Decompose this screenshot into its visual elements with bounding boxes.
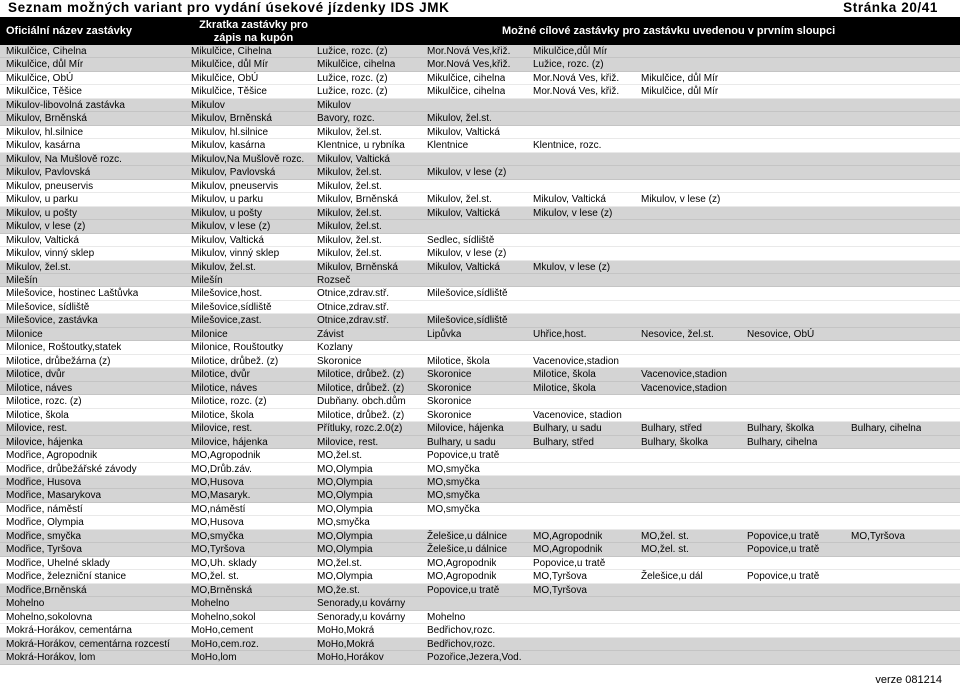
stop-name-cell: Mikulov, vinný sklep	[6, 248, 95, 260]
target-stop-cell: Popovice,u tratě	[533, 557, 606, 569]
target-stop-cell: Mikulov, žel.st.	[317, 234, 382, 246]
target-stop-cell: Mkulov, v lese (z)	[533, 261, 611, 273]
stop-abbrev-cell: Mikulov,Na Mušlově rozc.	[191, 153, 305, 165]
table-row	[0, 287, 960, 300]
stop-abbrev-cell: Milovice, hájenka	[191, 436, 268, 448]
target-stop-cell: Klentnice, u rybníka	[317, 140, 405, 152]
target-stop-cell: Mikulov, žel.st.	[427, 113, 492, 125]
table-row	[0, 382, 960, 395]
stop-name-cell: Milešovice, sídliště	[6, 301, 90, 313]
stop-name-cell: Mikulov, hl.silnice	[6, 126, 84, 138]
target-stop-cell: Nesovice, žel.st.	[641, 328, 714, 340]
version-footer: verze 081214	[875, 674, 942, 686]
header-target-stops: Možné cílové zastávky pro zastávku uvedenou v prvním sloupci	[502, 25, 836, 37]
stop-name-cell: Milotice, škola	[6, 409, 69, 421]
stop-abbrev-cell: MO,žel. st.	[191, 571, 239, 583]
target-stop-cell: Uhřice,host.	[533, 328, 587, 340]
stop-name-cell: Milešín	[6, 274, 38, 286]
target-stop-cell: MO,že.st.	[317, 584, 360, 596]
stop-abbrev-cell: MO,Husova	[191, 477, 244, 488]
target-stop-cell: MO,Olympia	[317, 571, 373, 583]
stop-abbrev-cell: Milešovice,zast.	[191, 315, 262, 327]
target-stop-cell: Senorady,u kovárny	[317, 611, 406, 623]
stop-name-cell: Milonice, Roštoutky,statek	[6, 342, 122, 354]
stop-name-cell: Mikulov-libovolná zastávka	[6, 99, 125, 111]
stop-abbrev-cell: Milešín	[191, 274, 223, 286]
target-stop-cell: MO,Olympia	[317, 463, 373, 475]
stop-abbrev-cell: Mikulčice, Těšice	[191, 86, 267, 98]
target-stop-cell: Otnice,zdrav.stř.	[317, 315, 390, 327]
stop-abbrev-cell: MO,Agropodnik	[191, 450, 261, 462]
stop-name-cell: Modřice,Brněnská	[6, 584, 87, 596]
stop-abbrev-cell: MO,smyčka	[191, 530, 244, 542]
stop-abbrev-cell: Mikulov, kasárna	[191, 140, 266, 152]
stop-name-cell: Mohelno	[6, 598, 45, 610]
stop-abbrev-cell: MO,Husova	[191, 517, 244, 529]
target-stop-cell: Dubňany. obch.dům	[317, 396, 406, 408]
target-stop-cell: Mikulov, žel.st.	[317, 248, 382, 260]
table-row	[0, 207, 960, 220]
stop-abbrev-cell: Mikulov, Pavlovská	[191, 167, 276, 179]
stop-abbrev-cell: Milešovice,sídliště	[191, 301, 272, 313]
target-stop-cell: Senorady,u kovárny	[317, 598, 406, 610]
target-stop-cell: MO,žel. st.	[641, 544, 689, 556]
target-stop-cell: Milovice, rest.	[317, 436, 379, 448]
target-stop-cell: Bulhary, střed	[533, 436, 594, 448]
table-header	[0, 17, 960, 45]
target-stop-cell: Skoronice	[317, 355, 362, 367]
stop-name-cell: Milotice, náves	[6, 382, 73, 394]
target-stop-cell: Bulhary, cihelna	[851, 423, 922, 435]
target-stop-cell: MO,žel.st.	[317, 557, 363, 569]
target-stop-cell: Milešovice,sídliště	[427, 315, 508, 327]
stop-abbrev-cell: Milešovice,host.	[191, 288, 263, 300]
target-stop-cell: MO,Olympia	[317, 503, 373, 515]
stop-name-cell: Mikulčice, ObÚ	[6, 72, 74, 84]
target-stop-cell: MO,smyčka	[427, 490, 480, 502]
target-stop-cell: Mikulčice, důl Mír	[641, 86, 719, 98]
target-stop-cell: Popovice,u tratě	[747, 530, 820, 542]
target-stop-cell: Mikulov, Valtická	[317, 153, 390, 165]
table-row	[0, 247, 960, 260]
target-stop-cell: Mikulčice, cihelna	[427, 72, 506, 84]
target-stop-cell: MO,smyčka	[427, 503, 480, 515]
table-row	[0, 436, 960, 449]
stop-abbrev-cell: MO,Uh. sklady	[191, 557, 257, 569]
table-row	[0, 395, 960, 408]
table-row	[0, 99, 960, 112]
table-row	[0, 422, 960, 435]
stop-name-cell: Milešovice, zastávka	[6, 315, 98, 327]
table-row	[0, 638, 960, 651]
stop-name-cell: Mikulov, u pošty	[6, 207, 77, 219]
target-stop-cell: MO,Agropodnik	[427, 557, 497, 569]
table-row	[0, 476, 960, 489]
stop-name-cell: Mikulčice, Těšice	[6, 86, 82, 98]
target-stop-cell: Mikulov, žel.st.	[427, 194, 492, 206]
stop-abbrev-cell: Milotice, náves	[191, 382, 258, 394]
stop-abbrev-cell: Mikulov	[191, 99, 225, 111]
target-stop-cell: Mikulov, Valtická	[427, 261, 500, 273]
table-row	[0, 584, 960, 597]
table-row	[0, 314, 960, 327]
stop-abbrev-cell: MO,Drůb.záv.	[191, 463, 252, 475]
stop-name-cell: Modřice, Uhelné sklady	[6, 557, 110, 569]
table-row	[0, 274, 960, 287]
stop-abbrev-cell: MoHo,cement	[191, 625, 254, 637]
target-stop-cell: Vacenovice,stadion	[641, 369, 727, 381]
stop-abbrev-cell: Mikulov, hl.silnice	[191, 126, 269, 138]
target-stop-cell: Popovice,u tratě	[747, 571, 820, 583]
stop-name-cell: Modřice, Husova	[6, 477, 82, 488]
target-stop-cell: Mikulčice, důl Mír	[641, 72, 719, 84]
target-stop-cell: Otnice,zdrav.stř.	[317, 288, 390, 300]
target-stop-cell: MoHo,Mokrá	[317, 638, 375, 650]
table-row	[0, 557, 960, 570]
target-stop-cell: Pozořice,Jezera,Vod.	[427, 652, 522, 664]
target-stop-cell: Rozseč	[317, 274, 351, 286]
stop-abbrev-cell: Mikulov, Valtická	[191, 234, 264, 246]
target-stop-cell: Mikulov, v lese (z)	[427, 248, 507, 260]
target-stop-cell: Bulhary, u sadu	[533, 423, 602, 435]
target-stop-cell: MO,Tyršova	[533, 571, 587, 583]
target-stop-cell: Mohelno	[427, 611, 466, 623]
target-stop-cell: Bavory, rozc.	[317, 113, 375, 125]
stop-name-cell: Mikulov, Valtická	[6, 234, 79, 246]
table-row	[0, 72, 960, 85]
target-stop-cell: MO,smyčka	[427, 463, 480, 475]
target-stop-cell: Milotice, drůbež. (z)	[317, 409, 405, 421]
stop-name-cell: Modřice, drůbežářské závody	[6, 463, 137, 475]
table-row	[0, 126, 960, 139]
target-stop-cell: Skoronice	[427, 396, 472, 408]
table-row	[0, 166, 960, 179]
target-stop-cell: Bulhary, střed	[641, 423, 702, 435]
target-stop-cell: Mor.Nová Ves, křiž.	[533, 86, 620, 98]
stop-abbrev-cell: Milonice	[191, 328, 228, 340]
table-row	[0, 234, 960, 247]
target-stop-cell: Mikulov, žel.st.	[317, 180, 382, 192]
target-stop-cell: Skoronice	[427, 369, 472, 381]
table-row	[0, 570, 960, 583]
target-stop-cell: Bulhary, cihelna	[747, 436, 818, 448]
stop-name-cell: Modřice, Olympia	[6, 517, 84, 529]
stop-abbrev-cell: Mikulov, u parku	[191, 194, 264, 206]
table-row	[0, 449, 960, 462]
target-stop-cell: MO,Tyršova	[533, 584, 587, 596]
table-row	[0, 409, 960, 422]
stop-abbrev-cell: MO,Tyršova	[191, 544, 245, 556]
target-stop-cell: Nesovice, ObÚ	[747, 328, 815, 340]
stop-name-cell: Mikulov, žel.st.	[6, 261, 71, 273]
table-row	[0, 261, 960, 274]
stop-abbrev-cell: Milotice, dvůr	[191, 369, 250, 381]
table-row	[0, 328, 960, 341]
stop-name-cell: Mikulov, u parku	[6, 194, 79, 206]
target-stop-cell: Klentnice	[427, 140, 469, 152]
header-official-name: Oficiální název zastávky	[6, 25, 132, 37]
target-stop-cell: MO,Olympia	[317, 544, 373, 556]
stop-name-cell: Mohelno,sokolovna	[6, 611, 93, 623]
target-stop-cell: Lužice, rozc. (z)	[317, 46, 388, 57]
table-row	[0, 139, 960, 152]
table-row	[0, 516, 960, 529]
target-stop-cell: Milotice, škola	[427, 355, 490, 367]
stop-abbrev-cell: MO,Brněnská	[191, 584, 253, 596]
target-stop-cell: Skoronice	[427, 382, 472, 394]
stop-abbrev-cell: Milotice, rozc. (z)	[191, 396, 267, 408]
stop-name-cell: Modřice, smyčka	[6, 530, 82, 542]
target-stop-cell: Popovice,u tratě	[427, 584, 500, 596]
target-stop-cell: Želešice,u dálnice	[427, 530, 508, 542]
page-number: Stránka 20/41	[843, 0, 938, 15]
target-stop-cell: Mikulov, Brněnská	[317, 261, 398, 273]
target-stop-cell: Mikulčice, cihelna	[427, 86, 506, 98]
stop-name-cell: Mokrá-Horákov, cementárna	[6, 625, 132, 637]
table-row	[0, 112, 960, 125]
stop-name-cell: Modřice, Masarykova	[6, 490, 102, 502]
target-stop-cell: Mikulov, žel.st.	[317, 221, 382, 233]
target-stop-cell: Vacenovice,stadion	[533, 355, 619, 367]
table-row	[0, 341, 960, 354]
target-stop-cell: Želešice,u dálnice	[427, 544, 508, 556]
target-stop-cell: MO,Agropodnik	[533, 530, 603, 542]
target-stop-cell: Mikulov, Brněnská	[317, 194, 398, 206]
stops-table	[0, 45, 960, 665]
table-row	[0, 503, 960, 516]
stop-abbrev-cell: Milotice, drůbež. (z)	[191, 355, 279, 367]
table-row	[0, 463, 960, 476]
target-stop-cell: Milotice, škola	[533, 369, 596, 381]
stop-name-cell: Milotice, rozc. (z)	[6, 396, 82, 408]
target-stop-cell: Milotice, drůbež. (z)	[317, 369, 405, 381]
stop-name-cell: Mikulov, Na Mušlově rozc.	[6, 153, 122, 165]
stop-abbrev-cell: Mikulov, pneuservis	[191, 180, 279, 192]
target-stop-cell: MoHo,Mokrá	[317, 625, 375, 637]
target-stop-cell: Mikulov, Valtická	[533, 194, 606, 206]
stop-name-cell: Milovice, rest.	[6, 423, 68, 435]
target-stop-cell: MoHo,Horákov	[317, 652, 384, 664]
target-stop-cell: Milotice, drůbež. (z)	[317, 382, 405, 394]
stop-abbrev-cell: MoHo,cem.roz.	[191, 638, 259, 650]
stop-name-cell: Modřice, náměstí	[6, 503, 83, 515]
table-row	[0, 58, 960, 71]
target-stop-cell: Popovice,u tratě	[427, 450, 500, 462]
stop-abbrev-cell: MO,Masaryk.	[191, 490, 251, 502]
header-abbreviation: Zkratka zastávky pro zápis na kupón	[199, 19, 308, 44]
stop-abbrev-cell: Mikulov, u pošty	[191, 207, 262, 219]
table-row	[0, 355, 960, 368]
target-stop-cell: Mikulčice, cihelna	[317, 59, 396, 71]
table-row	[0, 180, 960, 193]
table-row	[0, 45, 960, 58]
table-row	[0, 597, 960, 610]
table-row	[0, 543, 960, 556]
target-stop-cell: Kozlany	[317, 342, 353, 354]
stop-name-cell: Mokrá-Horákov, lom	[6, 652, 96, 664]
target-stop-cell: Mikulov, v lese (z)	[641, 194, 721, 206]
stop-name-cell: Mikulov, Brněnská	[6, 113, 87, 125]
target-stop-cell: Mikulov, žel.st.	[317, 167, 382, 179]
stop-abbrev-cell: Mikulčice, Cihelna	[191, 46, 272, 57]
target-stop-cell: MO,Olympia	[317, 490, 373, 502]
target-stop-cell: MO,žel. st.	[641, 530, 689, 542]
target-stop-cell: Lužice, rozc. (z)	[317, 86, 388, 98]
stop-abbrev-cell: Mikulčice, ObÚ	[191, 72, 259, 84]
stop-name-cell: Milonice	[6, 328, 43, 340]
target-stop-cell: Mikulov, v lese (z)	[533, 207, 613, 219]
stop-abbrev-cell: MoHo,lom	[191, 652, 237, 664]
target-stop-cell: MO,Agropodnik	[533, 544, 603, 556]
stop-name-cell: Mokrá-Horákov, cementárna rozcestí	[6, 638, 170, 650]
target-stop-cell: Bedřichov,rozc.	[427, 638, 496, 650]
target-stop-cell: Mikulov	[317, 99, 351, 111]
target-stop-cell: Bulhary, školka	[747, 423, 815, 435]
target-stop-cell: Mikulov, Valtická	[427, 126, 500, 138]
target-stop-cell: Mor.Nová Ves, křiž.	[533, 72, 620, 84]
stop-name-cell: Milotice, dvůr	[6, 369, 65, 381]
target-stop-cell: Milotice, škola	[533, 382, 596, 394]
stop-name-cell: Modřice, Agropodnik	[6, 450, 98, 462]
target-stop-cell: Bedřichov,rozc.	[427, 625, 496, 637]
target-stop-cell: MO,Agropodnik	[427, 571, 497, 583]
target-stop-cell: Lužice, rozc. (z)	[533, 59, 604, 71]
stop-name-cell: Mikulov, pneuservis	[6, 180, 94, 192]
stop-abbrev-cell: Mikulčice, důl Mír	[191, 59, 269, 71]
table-row	[0, 611, 960, 624]
stop-abbrev-cell: Mikulov, žel.st.	[191, 261, 256, 273]
stop-name-cell: Mikulov, Pavlovská	[6, 167, 91, 179]
stop-name-cell: Milovice, hájenka	[6, 436, 83, 448]
target-stop-cell: Sedlec, sídliště	[427, 234, 495, 246]
target-stop-cell: Mikulov, Valtická	[427, 207, 500, 219]
stop-abbrev-cell: Mikulov, v lese (z)	[191, 221, 271, 233]
target-stop-cell: Přítluky, rozc.2.0(z)	[317, 423, 403, 435]
target-stop-cell: Milovice, hájenka	[427, 423, 504, 435]
target-stop-cell: Popovice,u tratě	[747, 544, 820, 556]
document-title: Seznam možných variant pro vydání úsekové jízdenky IDS JMK	[8, 0, 450, 15]
target-stop-cell: Mor.Nová Ves,křiž.	[427, 46, 511, 57]
table-row	[0, 368, 960, 381]
target-stop-cell: Želešice,u dál	[641, 571, 703, 583]
stop-name-cell: Mikulčice, důl Mír	[6, 59, 84, 71]
target-stop-cell: Mikulov, v lese (z)	[427, 167, 507, 179]
target-stop-cell: Bulhary, školka	[641, 436, 709, 448]
target-stop-cell: MO,Tyršova	[851, 530, 905, 542]
stop-abbrev-cell: MO,náměstí	[191, 503, 246, 515]
target-stop-cell: MO,žel.st.	[317, 450, 363, 462]
table-row	[0, 489, 960, 502]
stop-name-cell: Milešovice, hostinec Laštůvka	[6, 288, 139, 300]
target-stop-cell: Bulhary, u sadu	[427, 436, 496, 448]
stop-name-cell: Modřice, Tyršova	[6, 544, 82, 556]
stop-abbrev-cell: Mikulov, Brněnská	[191, 113, 272, 125]
target-stop-cell: MO,Olympia	[317, 477, 373, 488]
target-stop-cell: Mikulčice,důl Mír	[533, 46, 608, 57]
target-stop-cell: Mor.Nová Ves,křiž.	[427, 59, 511, 71]
stop-name-cell: Mikulov, v lese (z)	[6, 221, 86, 233]
table-row	[0, 85, 960, 98]
stop-name-cell: Milotice, drůbežárna (z)	[6, 355, 111, 367]
target-stop-cell: Klentnice, rozc.	[533, 140, 602, 152]
table-row	[0, 301, 960, 314]
target-stop-cell: Vacenovice,stadion	[641, 382, 727, 394]
table-row	[0, 193, 960, 206]
table-row	[0, 153, 960, 166]
target-stop-cell: Mikulov, žel.st.	[317, 207, 382, 219]
target-stop-cell: Milešovice,sídliště	[427, 288, 508, 300]
stop-name-cell: Mikulov, kasárna	[6, 140, 81, 152]
target-stop-cell: Závist	[317, 328, 344, 340]
target-stop-cell: Vacenovice, stadion	[533, 409, 622, 421]
target-stop-cell: Lipůvka	[427, 328, 462, 340]
target-stop-cell: Otnice,zdrav.stř.	[317, 301, 390, 313]
stop-abbrev-cell: Mohelno,sokol	[191, 611, 256, 623]
stop-abbrev-cell: Milovice, rest.	[191, 423, 253, 435]
target-stop-cell: Lužice, rozc. (z)	[317, 72, 388, 84]
table-row	[0, 651, 960, 664]
target-stop-cell: MO,smyčka	[317, 517, 370, 529]
target-stop-cell: Mikulov, žel.st.	[317, 126, 382, 138]
table-row	[0, 624, 960, 637]
table-row	[0, 530, 960, 543]
target-stop-cell: MO,Olympia	[317, 530, 373, 542]
stop-name-cell: Mikulčice, Cihelna	[6, 46, 87, 57]
stop-abbrev-cell: Mohelno	[191, 598, 230, 610]
stop-name-cell: Modřice, železniční stanice	[6, 571, 127, 583]
target-stop-cell: MO,smyčka	[427, 477, 480, 488]
stop-abbrev-cell: Milonice, Rouštoutky	[191, 342, 284, 354]
stop-abbrev-cell: Milotice, škola	[191, 409, 254, 421]
table-row	[0, 220, 960, 233]
stop-abbrev-cell: Mikulov, vinný sklep	[191, 248, 280, 260]
target-stop-cell: Skoronice	[427, 409, 472, 421]
